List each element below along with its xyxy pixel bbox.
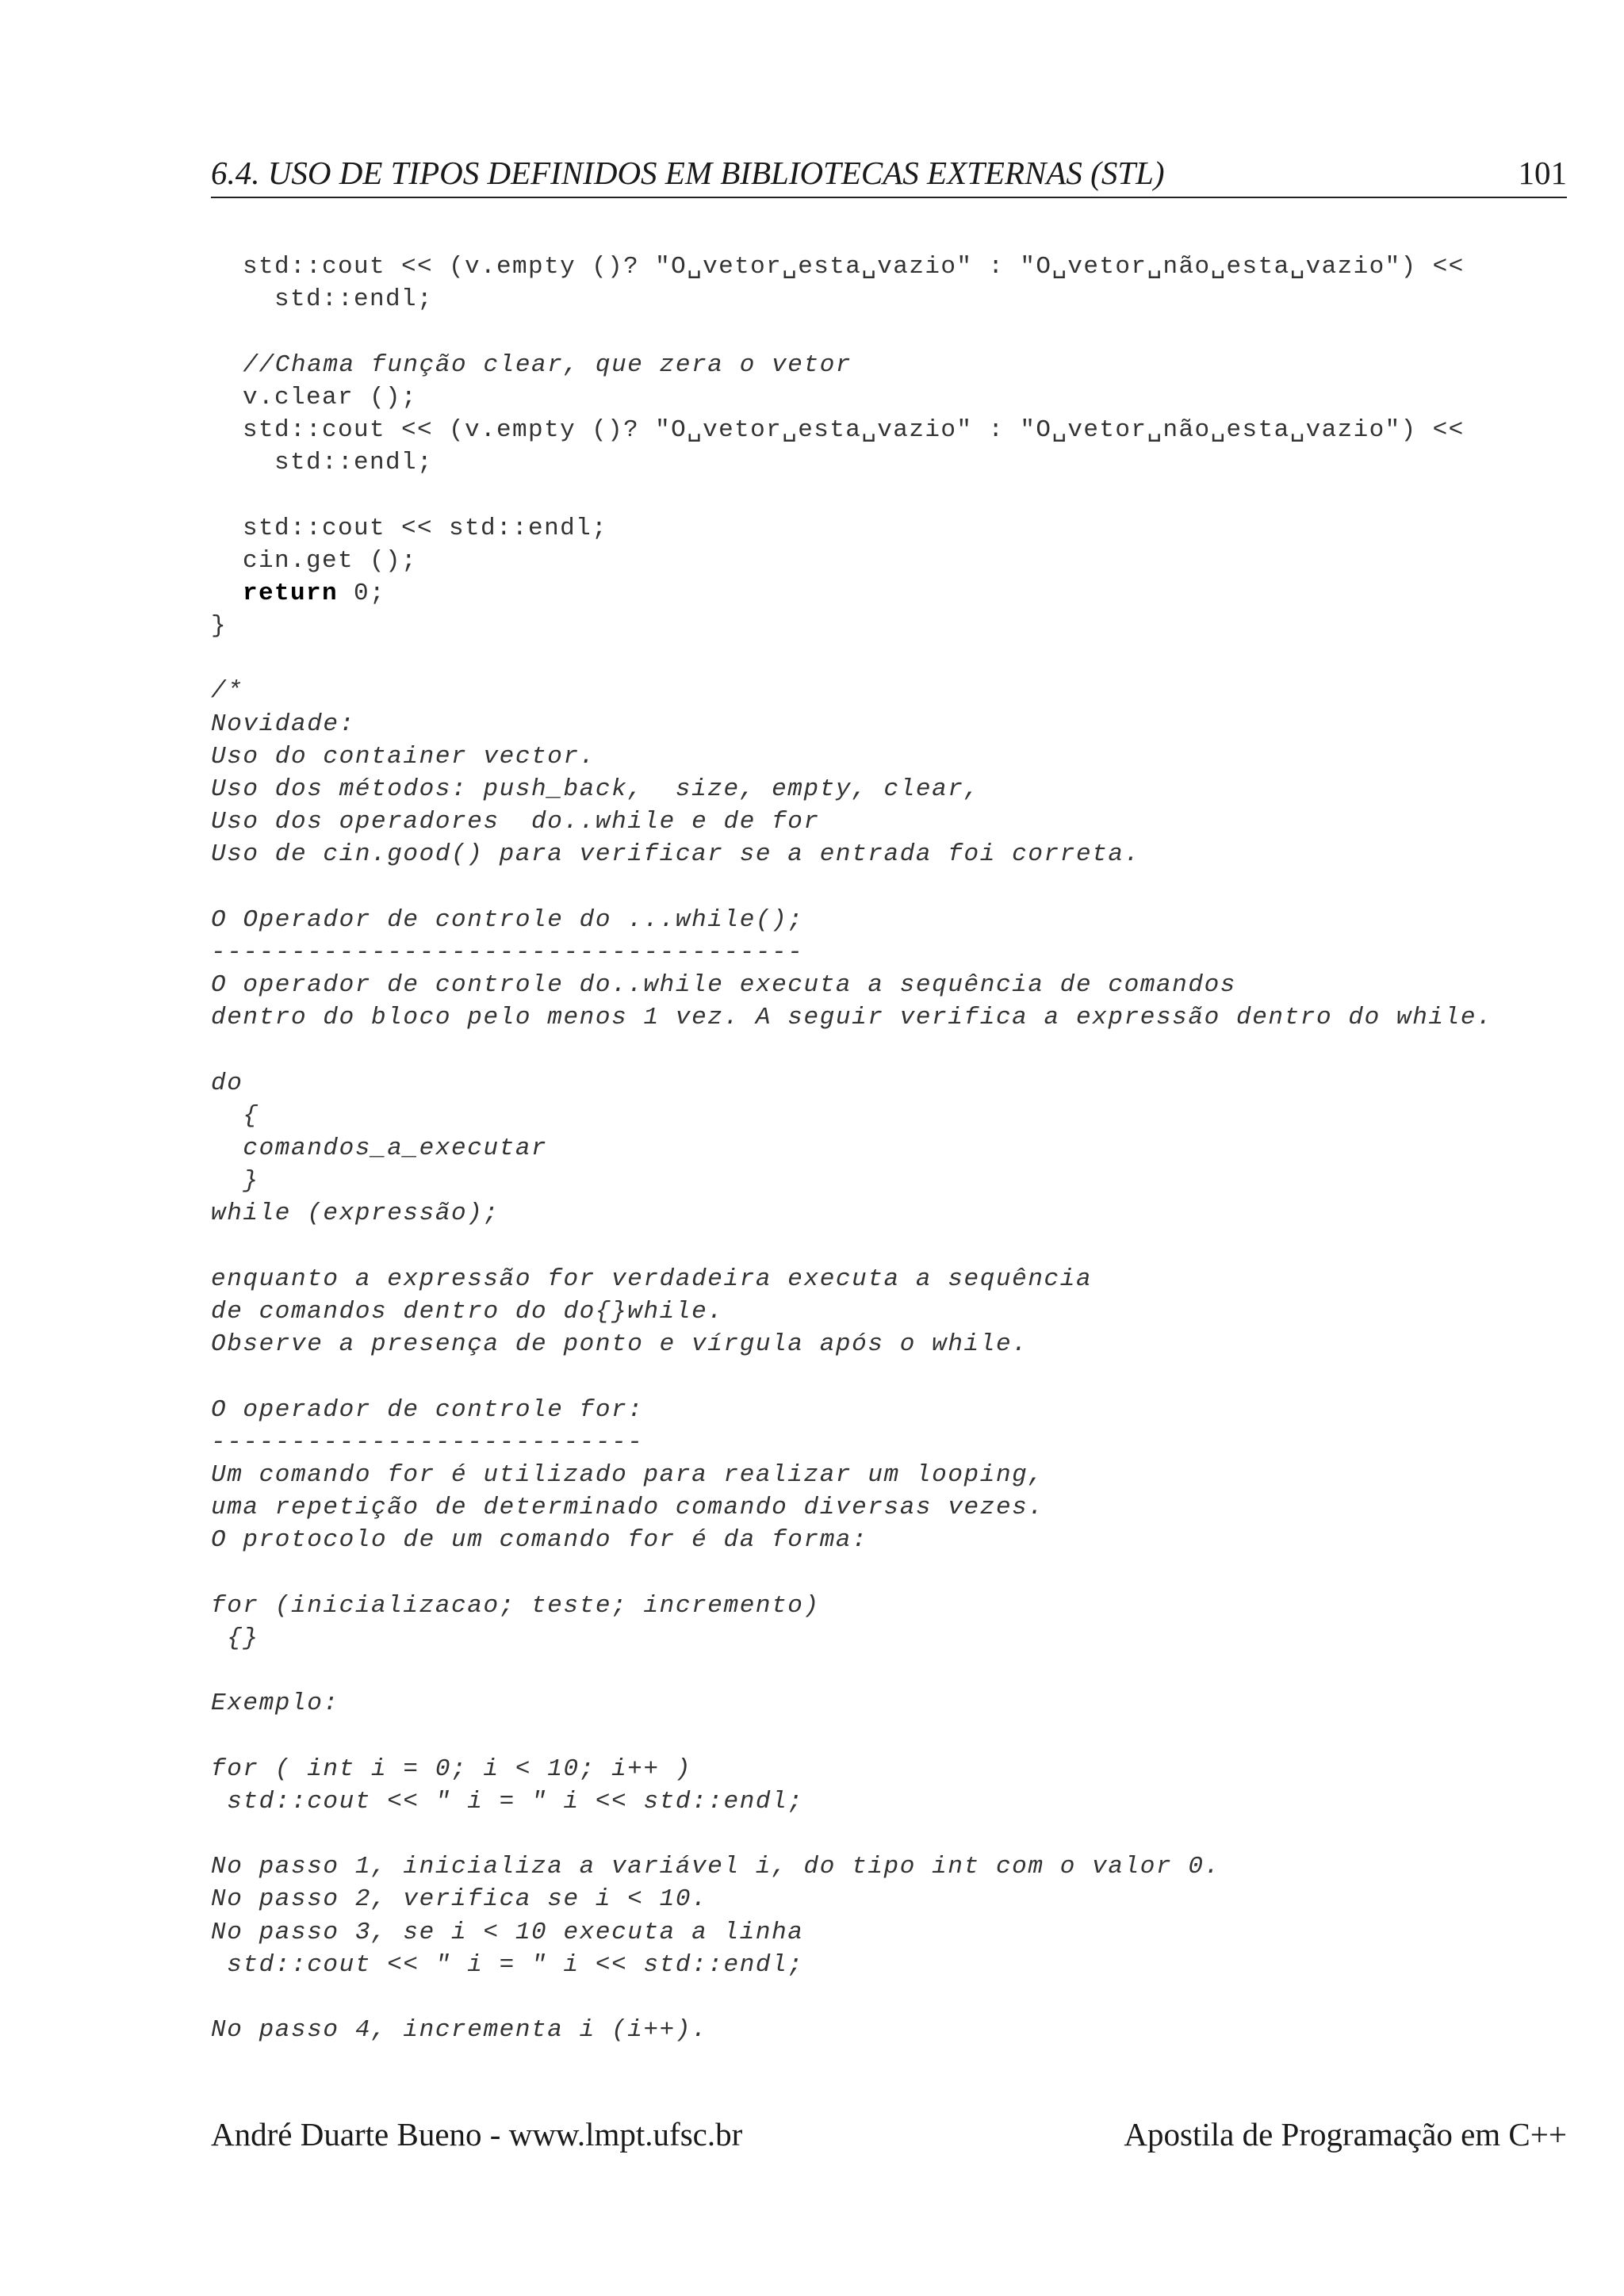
code-line: No passo 3, se i < 10 executa a linha bbox=[211, 1918, 804, 1946]
code-line: dentro do bloco pelo menos 1 vez. A seguir verifica a expressão dentro do while. bbox=[211, 1004, 1493, 1032]
code-line: No passo 4, incrementa i (i++). bbox=[211, 2016, 708, 2045]
code-line bbox=[211, 479, 1607, 511]
code-line: Exemplo: bbox=[211, 1689, 339, 1718]
code-line: std::cout << (v.empty ()? "O␣vetor␣esta␣vazio" : "O␣vetor␣não␣esta␣vazio") << bbox=[211, 253, 1465, 281]
code-line: enquanto a expressão for verdadeira executa a sequência bbox=[211, 1265, 1093, 1293]
code-line: std::endl; bbox=[211, 285, 434, 314]
code-line: Uso de cin.good() para verificar se a entrada foi correta. bbox=[211, 840, 1140, 869]
code-line: Observe a presença de ponto e vírgula após o while. bbox=[211, 1330, 1028, 1359]
code-line: Novidade: bbox=[211, 710, 355, 738]
code-line: ------------------------------------- bbox=[211, 938, 804, 966]
code-line: std::cout << (v.empty ()? "O␣vetor␣esta␣vazio" : "O␣vetor␣não␣esta␣vazio") << bbox=[211, 415, 1465, 444]
code-line: O protocolo de um comando for é da forma: bbox=[211, 1526, 868, 1555]
page-footer bbox=[211, 2115, 1567, 2163]
code-line: cin.get (); bbox=[211, 546, 418, 575]
code-line: uma repetição de determinado comando diversas vezes. bbox=[211, 1494, 1044, 1522]
code-line bbox=[211, 1035, 1607, 1067]
footer-author: André Duarte Bueno - www.lmpt.ufsc.br bbox=[211, 2116, 743, 2152]
code-line: Uso dos operadores do..while e de for bbox=[211, 808, 820, 836]
code-line: O operador de controle do..while executa a sequência de comandos bbox=[211, 971, 1236, 1000]
code-line: No passo 2, verifica se i < 10. bbox=[211, 1885, 708, 1914]
page-number: 101 bbox=[1518, 155, 1567, 191]
code-line: while (expressão); bbox=[211, 1200, 500, 1228]
code-line: { bbox=[211, 1101, 259, 1130]
code-line bbox=[211, 1557, 1607, 1590]
code-line: de comandos dentro do do{}while. bbox=[211, 1298, 724, 1326]
code-line: } bbox=[211, 1167, 259, 1196]
keyword: return bbox=[243, 579, 339, 607]
code-line: Um comando for é utilizado para realizar um looping, bbox=[211, 1460, 1044, 1489]
code-line: No passo 1, inicializa a variável i, do tipo int com o valor 0. bbox=[211, 1853, 1220, 1881]
code-line: std::cout << " i = " i << std::endl; bbox=[211, 1950, 804, 1979]
code-line bbox=[211, 642, 1607, 675]
section-title: 6.4. USO DE TIPOS DEFINIDOS EM BIBLIOTECAS EXTERNAS (STL) bbox=[211, 155, 1165, 191]
code-line: v.clear (); bbox=[211, 383, 418, 411]
code-line: for (inicializacao; teste; incremento) bbox=[211, 1591, 820, 1620]
code-line: comandos_a_executar bbox=[211, 1135, 548, 1163]
code-line bbox=[211, 1230, 1607, 1263]
code-line bbox=[211, 316, 1607, 348]
code-line bbox=[211, 1720, 1607, 1752]
code-line: //Chama função clear, que zera o vetor bbox=[211, 350, 852, 379]
code-line: O operador de controle for: bbox=[211, 1395, 644, 1424]
code-line: O Operador de controle do ...while(); bbox=[211, 905, 804, 934]
code-line bbox=[211, 871, 1607, 904]
code-line bbox=[211, 1360, 1607, 1393]
code-line: /* bbox=[211, 677, 243, 706]
code-line: do bbox=[211, 1069, 243, 1097]
code-line bbox=[211, 1655, 1607, 1687]
code-line: return 0; bbox=[243, 579, 386, 607]
code-line: std::cout << " i = " i << std::endl; bbox=[211, 1787, 804, 1816]
page-header bbox=[211, 151, 1567, 198]
footer-book-title: Apostila de Programação em C++ bbox=[1124, 2116, 1567, 2152]
code-line: std::endl; bbox=[211, 449, 434, 477]
code-line: Uso dos métodos: push_back, size, empty, clear, bbox=[211, 775, 980, 803]
code-line: {} bbox=[211, 1624, 259, 1652]
code-line: std::cout << std::endl; bbox=[211, 514, 608, 542]
code-line bbox=[211, 1818, 1607, 1850]
code-listing bbox=[211, 251, 1607, 2046]
code-line: --------------------------- bbox=[211, 1428, 644, 1456]
code-line: Uso do container vector. bbox=[211, 742, 596, 771]
code-line bbox=[211, 1981, 1607, 2014]
code-line: } bbox=[211, 612, 228, 641]
code-line: for ( int i = 0; i < 10; i++ ) bbox=[211, 1755, 692, 1783]
